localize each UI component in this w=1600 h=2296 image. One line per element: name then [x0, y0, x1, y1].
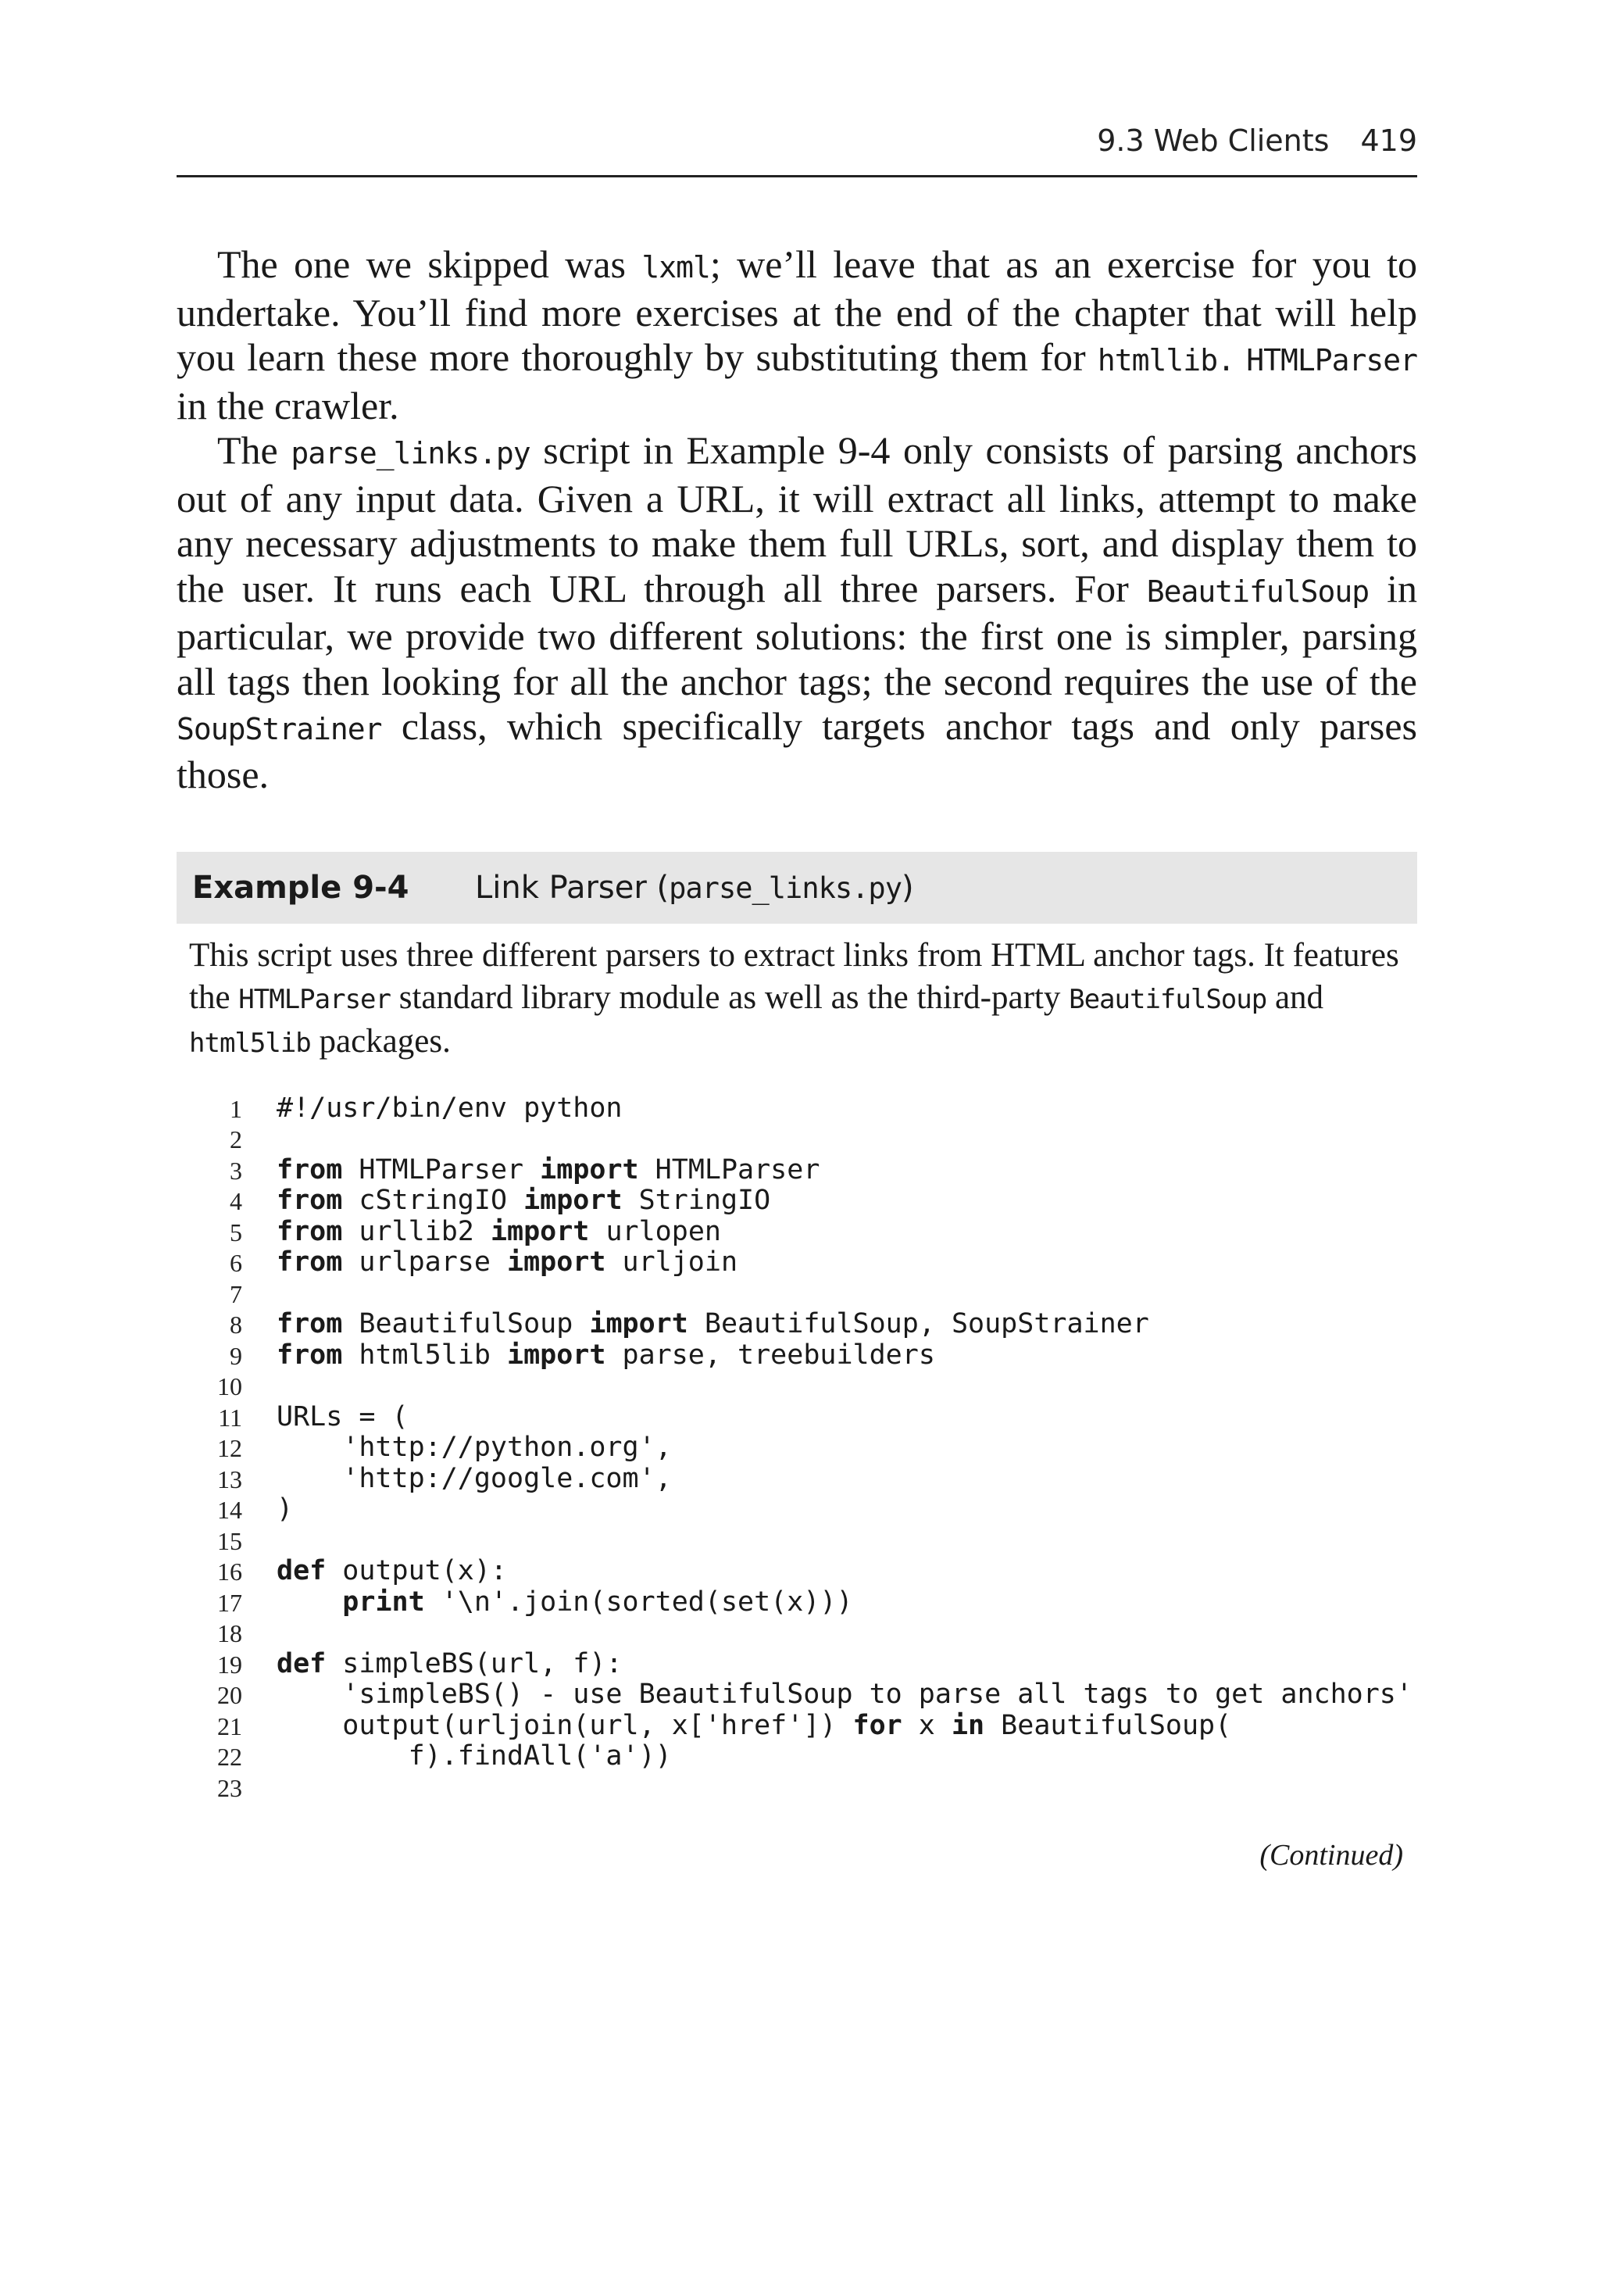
line-number: 21 [217, 1711, 242, 1740]
code-line [177, 1247, 1427, 1279]
code-token: html5lib [342, 1339, 508, 1371]
code-text [277, 1216, 721, 1247]
inline-code: SoupStrainer [177, 712, 382, 746]
line-number: 7 [230, 1279, 242, 1308]
code-token: HTMLParser [638, 1153, 820, 1186]
line-number: 13 [217, 1465, 242, 1493]
code-line [177, 1371, 1427, 1402]
code-text [277, 1710, 1231, 1741]
code-token: urlopen [589, 1215, 721, 1247]
code-keyword: import [507, 1339, 606, 1371]
code-text [277, 1154, 820, 1186]
inline-code: html5lib [189, 1028, 311, 1059]
code-line [177, 1339, 1427, 1371]
code-token: ) [277, 1493, 294, 1525]
code-text [277, 1185, 770, 1216]
text-run: The one we skipped was [217, 242, 642, 286]
code-line [177, 1309, 1427, 1340]
text-run [1234, 335, 1246, 379]
line-number: 4 [230, 1187, 242, 1215]
line-number: 14 [217, 1496, 242, 1524]
code-token: URLs = ( [277, 1400, 409, 1432]
code-keyword: print [342, 1586, 425, 1618]
inline-code: BeautifulSoup [1146, 574, 1370, 609]
code-token: cStringIO [342, 1185, 524, 1216]
inline-code: HTMLParser [1246, 343, 1418, 377]
code-token: urllib2 [342, 1215, 491, 1247]
line-number: 19 [217, 1650, 242, 1679]
code-text [277, 1432, 672, 1463]
code-token: output(urljoin(url, x['href']) [277, 1709, 853, 1741]
code-line [177, 1556, 1427, 1587]
line-number: 11 [218, 1403, 242, 1432]
text-run: in particular, we provide two different solutions: the first one is simpler, parsing all tags then looking for all the anchor tags; the second requires the use of the [177, 566, 1417, 703]
code-token: BeautifulSoup( [984, 1709, 1232, 1741]
line-number: 20 [217, 1681, 242, 1709]
text-run: This script uses three different parsers to extract links from HTML anchor tags. It features the [189, 937, 1399, 1016]
line-number: 16 [217, 1557, 242, 1586]
code-line [177, 1586, 1427, 1618]
code-text [277, 1493, 293, 1525]
line-number: 9 [230, 1341, 242, 1370]
inline-code: htmllib. [1097, 343, 1234, 377]
code-keyword: from [277, 1339, 343, 1371]
code-token: #!/usr/bin/env python [277, 1092, 623, 1124]
code-keyword: import [507, 1246, 606, 1278]
code-text [277, 1555, 507, 1586]
code-token: simpleBS(url, f): [326, 1647, 623, 1679]
line-number: 15 [217, 1526, 242, 1555]
example-title-text: Link Parser ( [475, 870, 670, 906]
caption-text [189, 935, 1408, 1064]
example-title-close: ) [902, 870, 914, 906]
code-line [177, 1278, 1427, 1309]
line-number: 8 [230, 1311, 242, 1339]
running-head [177, 117, 1417, 177]
page-number: 419 [1360, 123, 1417, 158]
code-line [177, 1432, 1427, 1464]
code-token: parse, treebuilders [605, 1339, 935, 1371]
code-keyword: from [277, 1215, 343, 1247]
code-text [277, 1093, 623, 1124]
inline-code: BeautifulSoup [1069, 984, 1267, 1015]
code-keyword: def [277, 1555, 327, 1586]
code-token: BeautifulSoup [342, 1308, 590, 1339]
code-token: HTMLParser [342, 1153, 541, 1186]
line-number: 17 [217, 1588, 242, 1617]
line-number: 6 [230, 1249, 242, 1277]
code-text [277, 1679, 1412, 1710]
line-number: 22 [217, 1743, 242, 1771]
code-token [277, 1586, 342, 1618]
code-token: 'http://google.com', [277, 1462, 672, 1494]
code-keyword: def [277, 1647, 327, 1679]
example-title-code: parse_links.py [669, 871, 902, 905]
code-line [177, 1216, 1427, 1247]
code-line [177, 1463, 1427, 1494]
code-token: StringIO [622, 1185, 771, 1216]
code-line [177, 1741, 1427, 1772]
text-run: in the crawler. [177, 383, 399, 427]
code-line [177, 1093, 1427, 1124]
code-line [177, 1494, 1427, 1525]
line-number: 10 [217, 1372, 242, 1400]
inline-code: HTMLParser [238, 984, 391, 1015]
code-text [277, 1586, 853, 1618]
code-keyword: import [540, 1153, 639, 1186]
example-label: Example 9-4 [192, 870, 409, 906]
code-line [177, 1154, 1427, 1186]
paragraph [177, 428, 1417, 797]
code-line [177, 1648, 1427, 1679]
line-number: 2 [230, 1125, 242, 1153]
code-keyword: in [951, 1709, 985, 1741]
code-token: output(x): [326, 1555, 508, 1586]
code-line [177, 1401, 1427, 1432]
code-line [177, 1124, 1427, 1155]
code-token: 'http://python.org', [277, 1432, 672, 1463]
text-run: ; we’ll leave that as an exercise for you to undertake. You’ll find more exercises at the end of the chapter that will help you learn these more thoroughly by substituting them for [177, 242, 1417, 379]
text-run: script in Example 9-4 only consists of parsing anchors out of any input data. Given a URL, it will extract all links, attempt to make any necessary adjustments to make them full URLs, sort, and display them to the user. It runs each URL through all three parsers. For [177, 428, 1417, 610]
continued-note: (Continued) [1259, 1839, 1403, 1872]
line-number: 1 [230, 1094, 242, 1123]
line-number: 5 [230, 1218, 242, 1246]
line-number: 18 [217, 1619, 242, 1647]
line-number: 3 [230, 1156, 242, 1185]
code-keyword: from [277, 1246, 343, 1278]
text-run: standard library module as well as the third-party [391, 979, 1070, 1016]
code-text [277, 1246, 738, 1278]
code-keyword: from [277, 1185, 343, 1216]
code-keyword: import [589, 1308, 688, 1339]
code-listing [177, 1093, 1427, 1803]
code-keyword: for [852, 1709, 902, 1741]
code-token: f).findAll('a')) [277, 1740, 672, 1772]
code-text [277, 1740, 672, 1772]
code-line [177, 1618, 1427, 1649]
code-token: '\n'.join(sorted(set(x))) [424, 1586, 853, 1618]
example-title [475, 870, 914, 906]
code-keyword: from [277, 1153, 343, 1186]
inline-code: lxml [641, 250, 710, 284]
inline-code: parse_links.py [291, 436, 530, 470]
text-run: The [217, 428, 291, 472]
code-line [177, 1186, 1427, 1217]
paragraph [177, 242, 1417, 428]
code-token: 'simpleBS() - use BeautifulSoup to parse all tags to get anchors' [277, 1679, 1412, 1710]
line-number: 23 [217, 1773, 242, 1802]
code-token: urlparse [342, 1246, 508, 1278]
example-caption [189, 935, 1408, 1064]
section-title: 9.3 Web Clients [1097, 123, 1330, 158]
code-text [277, 1463, 672, 1494]
text-run: packages. [310, 1023, 451, 1060]
code-line [177, 1525, 1427, 1556]
example-heading [177, 852, 1417, 924]
text-run: class, which specifically targets anchor tags and only parses those. [177, 704, 1417, 796]
line-number: 12 [217, 1434, 242, 1462]
code-token: urljoin [605, 1246, 738, 1278]
code-line [177, 1710, 1427, 1741]
code-text [277, 1401, 409, 1432]
code-keyword: from [277, 1308, 343, 1339]
code-token: x [902, 1709, 952, 1741]
code-keyword: import [523, 1185, 623, 1216]
code-keyword: import [490, 1215, 590, 1247]
code-token: BeautifulSoup, SoupStrainer [688, 1308, 1149, 1339]
code-line [177, 1772, 1427, 1803]
code-text [277, 1648, 623, 1679]
text-run: and [1266, 979, 1324, 1016]
body-text [177, 242, 1417, 797]
code-text [277, 1308, 1149, 1339]
code-line [177, 1679, 1427, 1711]
code-text [277, 1339, 935, 1371]
